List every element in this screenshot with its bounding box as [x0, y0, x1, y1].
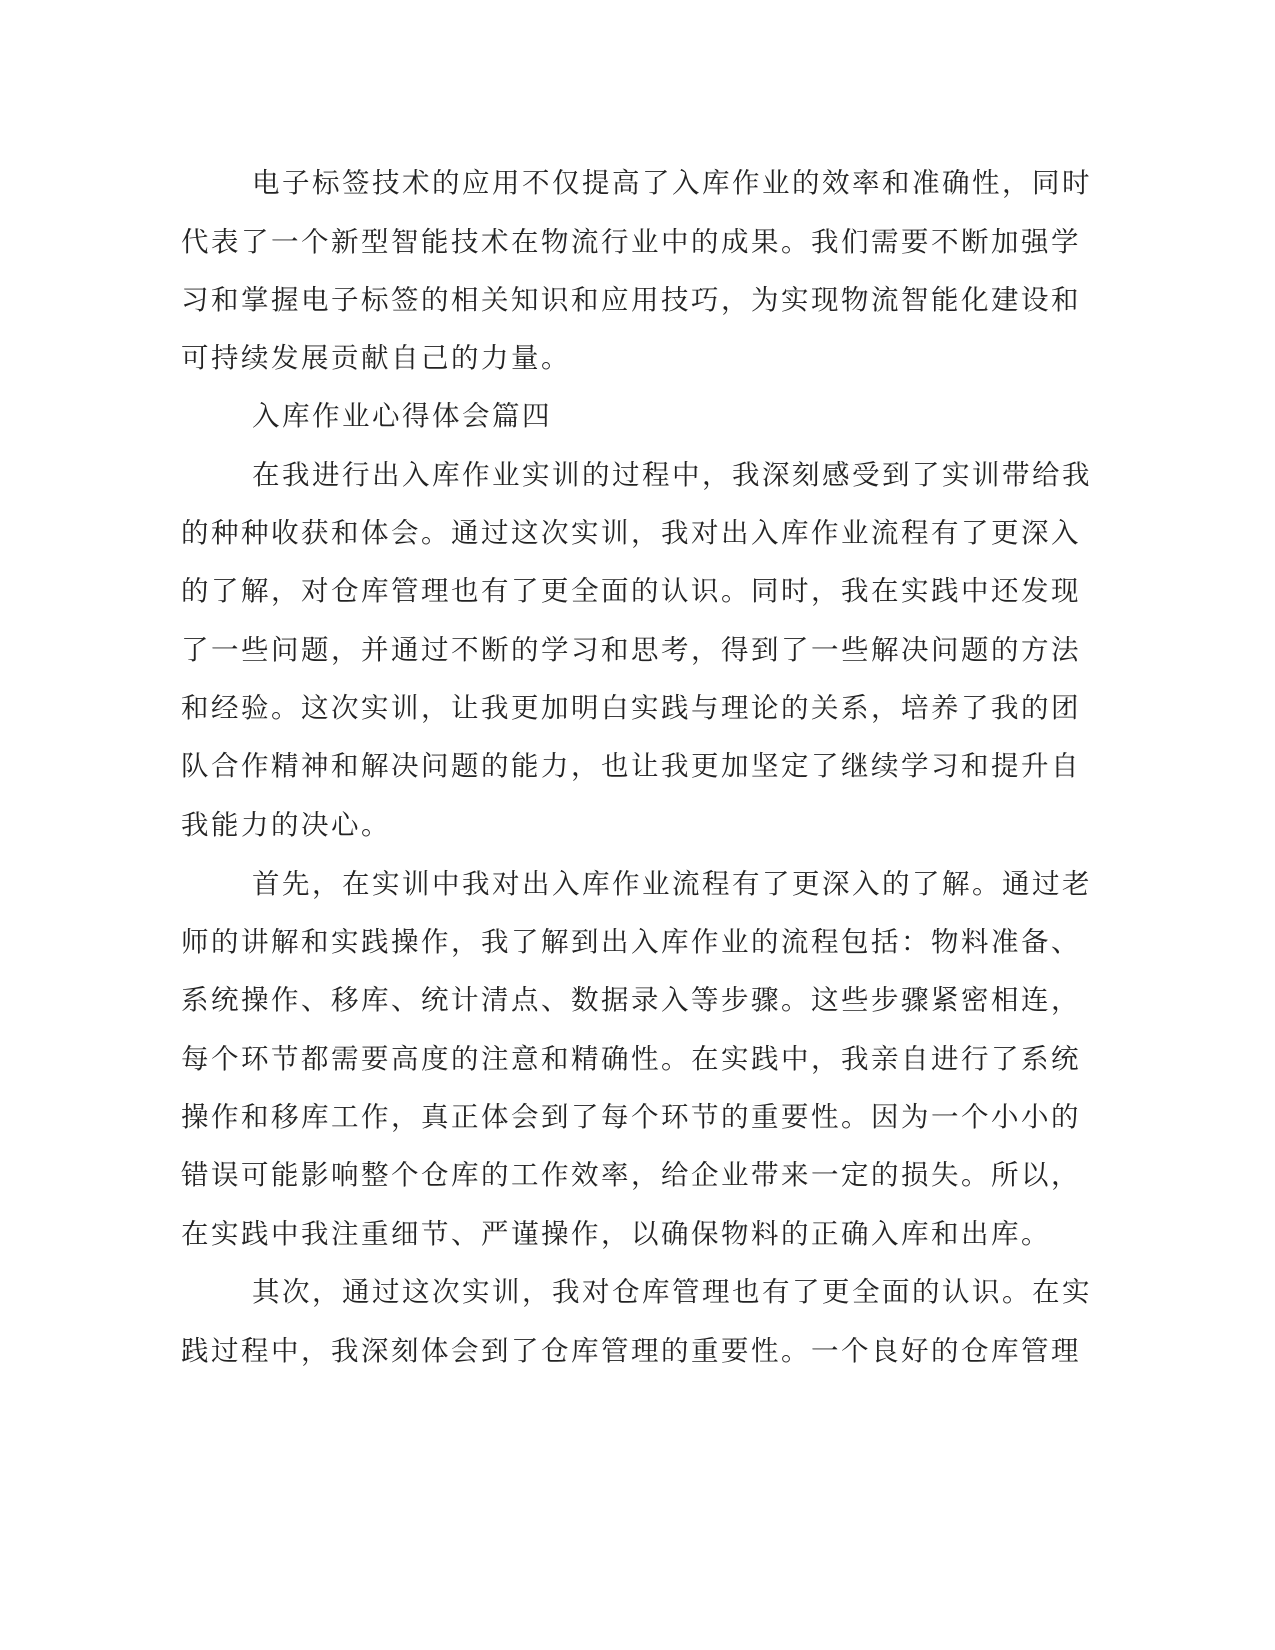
text-line: 了一些问题，并通过不断的学习和思考，得到了一些解决问题的方法: [181, 634, 1081, 666]
text-line: 其次，通过这次实训，我对仓库管理也有了更全面的认识。在实: [252, 1276, 1092, 1308]
text-line: 习和掌握电子标签的相关知识和应用技巧，为实现物流智能化建设和: [181, 284, 1081, 316]
text-line: 在实践中我注重细节、严谨操作，以确保物料的正确入库和出库。: [181, 1218, 1051, 1250]
text-line: 操作和移库工作，真正体会到了每个环节的重要性。因为一个小小的: [181, 1101, 1081, 1133]
text-line: 践过程中，我深刻体会到了仓库管理的重要性。一个良好的仓库管理: [181, 1335, 1081, 1367]
text-line: 可持续发展贡献自己的力量。: [181, 342, 571, 374]
text-line: 电子标签技术的应用不仅提高了入库作业的效率和准确性，同时: [252, 167, 1092, 199]
text-line: 代表了一个新型智能技术在物流行业中的成果。我们需要不断加强学: [181, 226, 1081, 258]
text-line: 首先，在实训中我对出入库作业流程有了更深入的了解。通过老: [252, 868, 1092, 900]
text-line: 的了解，对仓库管理也有了更全面的认识。同时，我在实践中还发现: [181, 575, 1081, 607]
text-line: 在我进行出入库作业实训的过程中，我深刻感受到了实训带给我: [252, 459, 1092, 491]
text-line: 队合作精神和解决问题的能力，也让我更加坚定了继续学习和提升自: [181, 750, 1081, 782]
text-line: 系统操作、移库、统计清点、数据录入等步骤。这些步骤紧密相连，: [181, 984, 1081, 1016]
text-line: 错误可能影响整个仓库的工作效率，给企业带来一定的损失。所以，: [181, 1159, 1081, 1191]
text-line: 我能力的决心。: [181, 809, 391, 841]
text-line: 和经验。这次实训，让我更加明白实践与理论的关系，培养了我的团: [181, 692, 1081, 724]
text-line: 师的讲解和实践操作，我了解到出入库作业的流程包括：物料准备、: [181, 926, 1081, 958]
text-line: 的种种收获和体会。通过这次实训，我对出入库作业流程有了更深入: [181, 517, 1081, 549]
section-heading: 入库作业心得体会篇四: [252, 400, 552, 432]
text-line: 每个环节都需要高度的注意和精确性。在实践中，我亲自进行了系统: [181, 1043, 1081, 1075]
